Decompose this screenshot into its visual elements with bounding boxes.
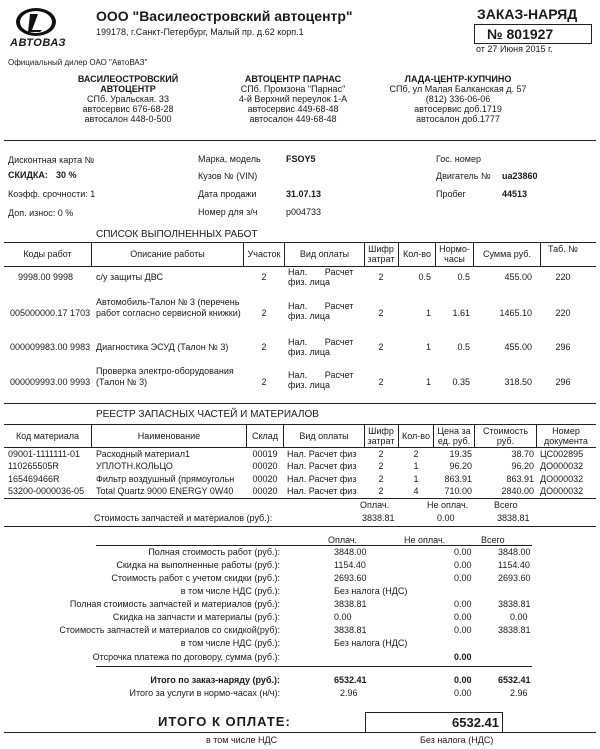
parts-header-store: Склад [251,431,279,441]
grand-total-value: 6532.41 [452,715,499,730]
vat-value: Без налога (НДС) [420,735,494,745]
doc-title: ЗАКАЗ-НАРЯД [477,6,578,22]
mileage-label: Пробег [436,189,466,199]
sale-date-label: Дата продажи [198,189,257,199]
discount-card-label: Дисконтная карта № [8,155,95,165]
doc-number: № 801927 [487,26,554,42]
parts-number-label: Номер для з/ч [198,207,258,217]
company-name: ООО "Василеостровский автоцентр" [96,8,353,24]
parts-header-price: Цена за ед. руб. [437,426,471,446]
parts-total-unpaid: 0.00 [437,513,455,523]
discount-value: 30 % [56,170,77,180]
body-label: Кузов № (VIN) [198,171,258,181]
works-header-desc: Описание работы [130,249,205,259]
parts-header-code: Код материала [15,431,80,441]
parts-sub-paid-header: Оплач. [360,500,390,510]
works-header-sum: Сумма руб. [483,249,531,259]
parts-number-value: p004733 [286,207,322,217]
works-header-code: Коды работ [23,249,72,259]
model-label: Марка, модель [198,154,261,164]
doc-number-box [474,24,592,44]
summary-unpaid-header: Не оплач. [404,535,446,545]
parts-header-payment: Вид оплаты [299,431,349,441]
parts-header-doc: Номер документа [544,426,588,446]
parts-total-all: 3838.81 [497,513,530,523]
extra-wear: Доп. износ: 0 % [8,208,74,218]
gos-number-label: Гос. номер [436,154,481,164]
parts-header-qty: Кол-во [402,431,430,441]
lada-logo [8,6,64,50]
sale-date-value: 31.07.13 [286,189,322,199]
engine-value: ua23860 [502,171,538,181]
branch-kupchino: ЛАДА-ЦЕНТР-КУПЧИНО СПб, ул Малая Балканская д. 57 (812) 336-06-06 автосервис доб.1719 автосалон доб.1777 [389,74,527,124]
company-address: 199178, г.Санкт-Петербург, Малый пр. д.62 корп.1 [96,27,304,37]
engine-label: Двигатель № [436,171,491,181]
works-header-payment: Вид оплаты [299,249,350,259]
works-header-tab: Таб. № [548,244,578,254]
parts-sub-total-header: Всего [494,500,518,510]
works-header-qty: Кол-во [403,249,431,259]
works-header-area: Участок [247,249,281,259]
grand-total-label: ИТОГО К ОПЛАТЕ: [158,714,291,729]
parts-title: РЕЕСТР ЗАПАСНЫХ ЧАСТЕЙ И МАТЕРИАЛОВ [96,409,319,420]
brand-name: АВТОВАЗ [10,37,66,49]
works-header-hours: Нормо-часы [439,244,470,264]
branch-parnas: АВТОЦЕНТР ПАРНАС СПб. Промзона "Парнас" 4-й Верхний переулок 1-А автосервис 449-68-48 автосалон 449-68-48 [238,74,348,124]
mileage-value: 44513 [502,189,528,199]
grand-total-box [365,712,503,733]
discount-label: СКИДКА: [8,170,48,180]
dealer-note: Официальный дилер ОАО "АвтоВАЗ" [8,58,148,67]
parts-header-cost: Стоимость руб. [482,426,529,446]
summary-paid-header: Оплач. [328,535,358,545]
parts-total-label: Стоимость запчастей и материалов (руб.): [94,513,273,523]
summary-total-header: Всего [481,535,505,545]
works-title: СПИСОК ВЫПОЛНЕННЫХ РАБОТ [96,229,258,240]
doc-date: от 27 Июня 2015 г. [476,44,553,54]
model-value: FSOY5 [286,154,316,164]
parts-header-name: Наименование [137,431,201,441]
urgency-coef: Коэфф. срочности: 1 [8,189,96,199]
works-header-cipher: Шифр затрат [367,244,395,264]
parts-header-cipher: Шифр затрат [367,426,395,446]
divider [4,140,596,141]
parts-total-paid: 3838.81 [362,513,395,523]
parts-sub-unpaid-header: Не оплач. [427,500,469,510]
vat-label: в том числе НДС [206,735,278,745]
branch-vasileostrovsky: ВАСИЛЕОСТРОВСКИЙ АВТОЦЕНТР СПб. Уральская. 33 автосервис 676-68-28 автосалон 448-0-500 [77,74,179,124]
